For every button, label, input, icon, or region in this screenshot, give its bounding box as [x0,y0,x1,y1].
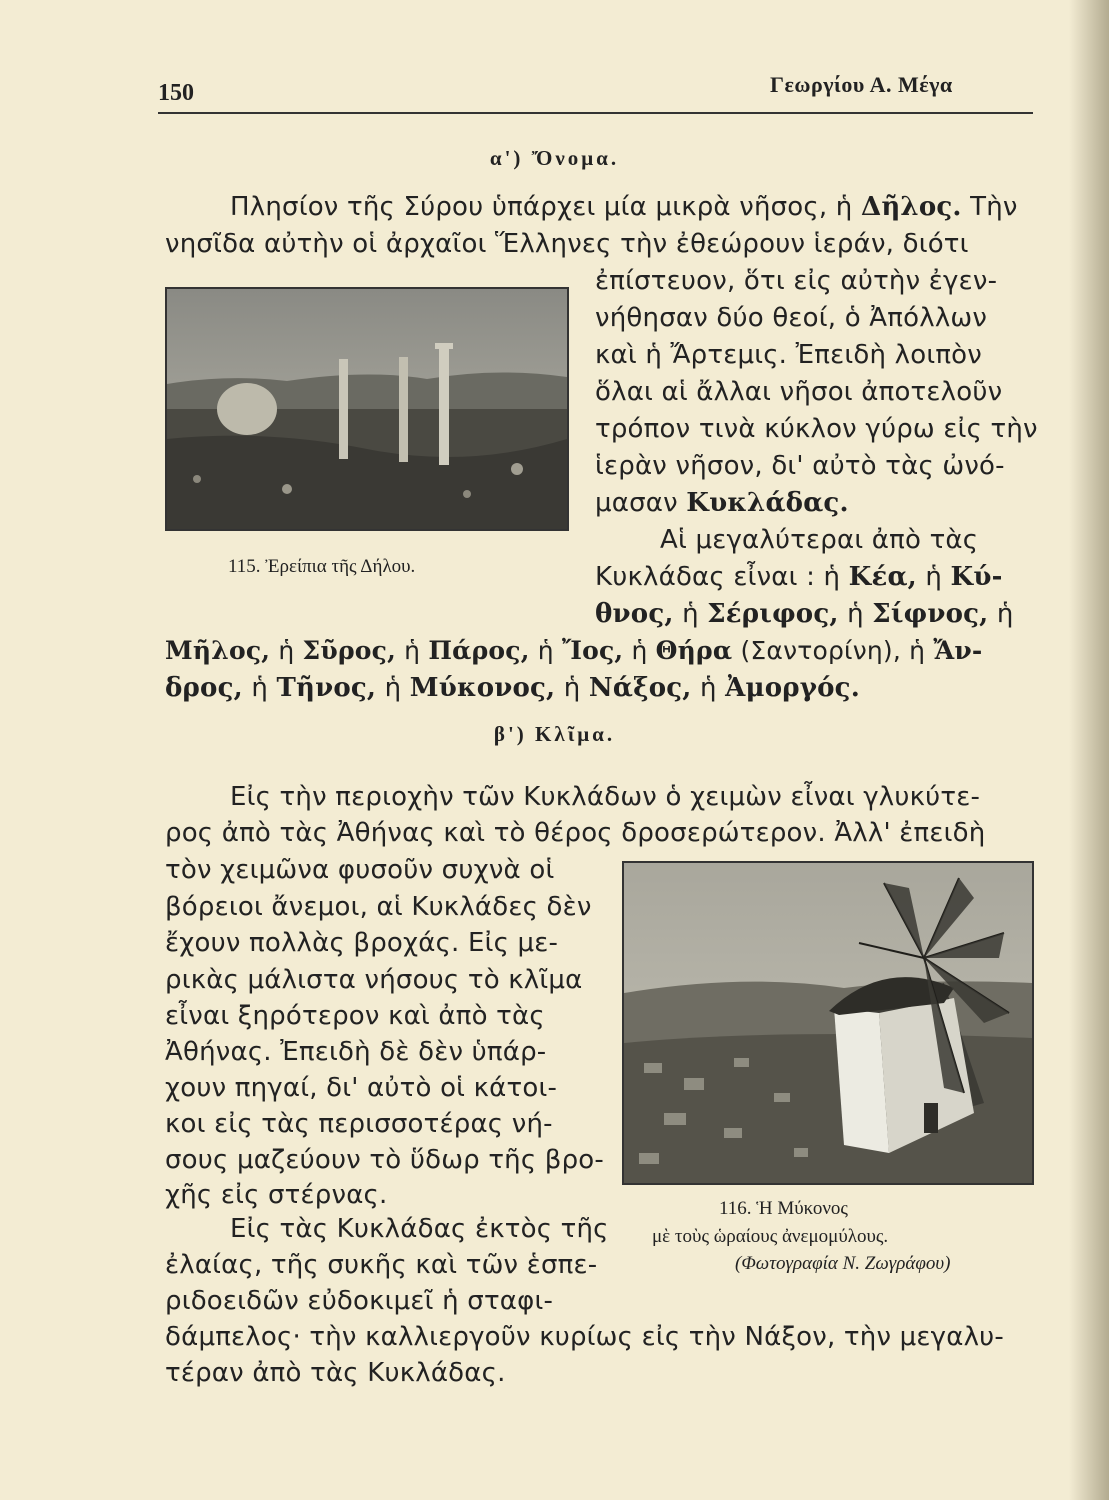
section-heading-climate: β') Κλῖμα. [493,722,616,746]
page-edge-shadow [1069,0,1109,1500]
paragraph-line: τὸν χειμῶνα φυσοῦν συχνὰ οἱ [165,855,555,885]
photo-mykonos-windmill [622,861,1034,1185]
paragraph-line: ἔχουν πολλὰς βροχάς. Εἰς με- [165,928,559,958]
paragraph-line: μασαν Κυκλάδας. [595,488,849,518]
paragraph-line: Ἀθήνας. Ἐπειδὴ δὲ δὲν ὑπάρ- [165,1037,547,1067]
paragraph-line: καὶ ἡ Ἄρτεμις. Ἐπειδὴ λοιπὸν [595,340,983,370]
paragraph-line: βόρειοι ἄνεμοι, αἱ Κυκλάδες δὲν [165,892,592,922]
paragraph-line: Εἰς τὰς Κυκλάδας ἐκτὸς τῆς [230,1214,609,1244]
paragraph-line: ἱερὰν νῆσον, δι' αὐτὸ τὰς ὠνό- [595,451,1005,481]
figure-115-caption: 115. Ἐρείπια τῆς Δήλου. [228,556,416,577]
paragraph-line: ρικὰς μάλιστα νήσους τὸ κλῖμα [165,965,583,995]
paragraph-line: ἐπίστευον, ὅτι εἰς αὐτὴν ἐγεν- [595,266,998,296]
paragraph-line: χουν πηγαί, δι' αὐτὸ οἱ κάτοι- [165,1073,558,1103]
paragraph-line: χῆς εἰς στέρνας. [165,1180,388,1210]
paragraph-line: Εἰς τὴν περιοχὴν τῶν Κυκλάδων ὁ χειμὼν εἶναι γλυκύτε- [230,782,981,812]
section-heading-name: α') Ὄνομα. [489,146,620,170]
paragraph-line: δάμπελος· τὴν καλλιεργοῦν κυρίως εἰς τὴν Νάξον, τὴν μεγαλυ- [165,1322,1004,1352]
paragraph-line: δρος, ἡ Τῆνος, ἡ Μύκονος, ἡ Νάξος, ἡ Ἀμοργός. [165,673,860,703]
paragraph-line: τρόπον τινὰ κύκλον γύρω εἰς τὴν [595,414,1038,444]
header-rule [158,112,1033,114]
paragraph-line: νήθησαν δύο θεοί, ὁ Ἀπόλλων [595,303,988,333]
photo-delos-ruins [165,287,569,531]
figure-116-photo-credit: (Φωτογραφία Ν. Ζωγράφου) [735,1253,951,1274]
paragraph-line: ριδοειδῶν εὐδοκιμεῖ ἡ σταφι- [165,1286,554,1316]
paragraph-line: ὅλαι αἱ ἄλλαι νῆσοι ἀποτελοῦν [595,377,1003,407]
paragraph-line: σους μαζεύουν τὸ ὕδωρ τῆς βρο- [165,1145,604,1175]
paragraph-line: νησῖδα αὐτὴν οἱ ἀρχαῖοι Ἕλληνες τὴν ἐθεώρουν ἱεράν, διότι [165,229,969,259]
paragraph-line: Αἱ μεγαλύτεραι ἀπὸ τὰς [660,525,979,555]
paragraph-line: εἶναι ξηρότερον καὶ ἀπὸ τὰς [165,1001,545,1031]
paragraph-line: ρος ἀπὸ τὰς Ἀθήνας καὶ τὸ θέρος δροσερώτερον. Ἀλλ' ἐπειδὴ [165,818,986,848]
running-header-author: Γεωργίου Α. Μέγα [770,72,953,97]
paragraph-line: Πλησίον τῆς Σύρου ὑπάρχει μία μικρὰ νῆσος, ἡ Δῆλος. Τὴν [230,192,1018,222]
paragraph-line: Μῆλος, ἡ Σῦρος, ἡ Πάρος, ἡ Ἴος, ἡ Θήρα (Σαντορίνη), ἡ Ἄν- [165,636,983,665]
paragraph-line: κοι εἰς τὰς περισσοτέρας νή- [165,1109,553,1139]
paragraph-line: Κυκλάδας εἶναι : ἡ Κέα, ἡ Κύ- [595,562,1003,592]
paragraph-line: τέραν ἀπὸ τὰς Κυκλάδας. [165,1358,506,1388]
paragraph-line: ἐλαίας, τῆς συκῆς καὶ τῶν ἑσπε- [165,1250,598,1280]
page-number: 150 [158,80,194,106]
windmill-illustration [624,863,1032,1183]
figure-116-caption-line1: 116. Ἡ Μύκονος [719,1198,848,1219]
paragraph-line: θνος, ἡ Σέριφος, ἡ Σίφνος, ἡ [595,599,1014,629]
figure-116-caption-line2: μὲ τοὺς ὡραίους ἀνεμομύλους. [652,1226,889,1247]
ruins-illustration [167,289,567,529]
